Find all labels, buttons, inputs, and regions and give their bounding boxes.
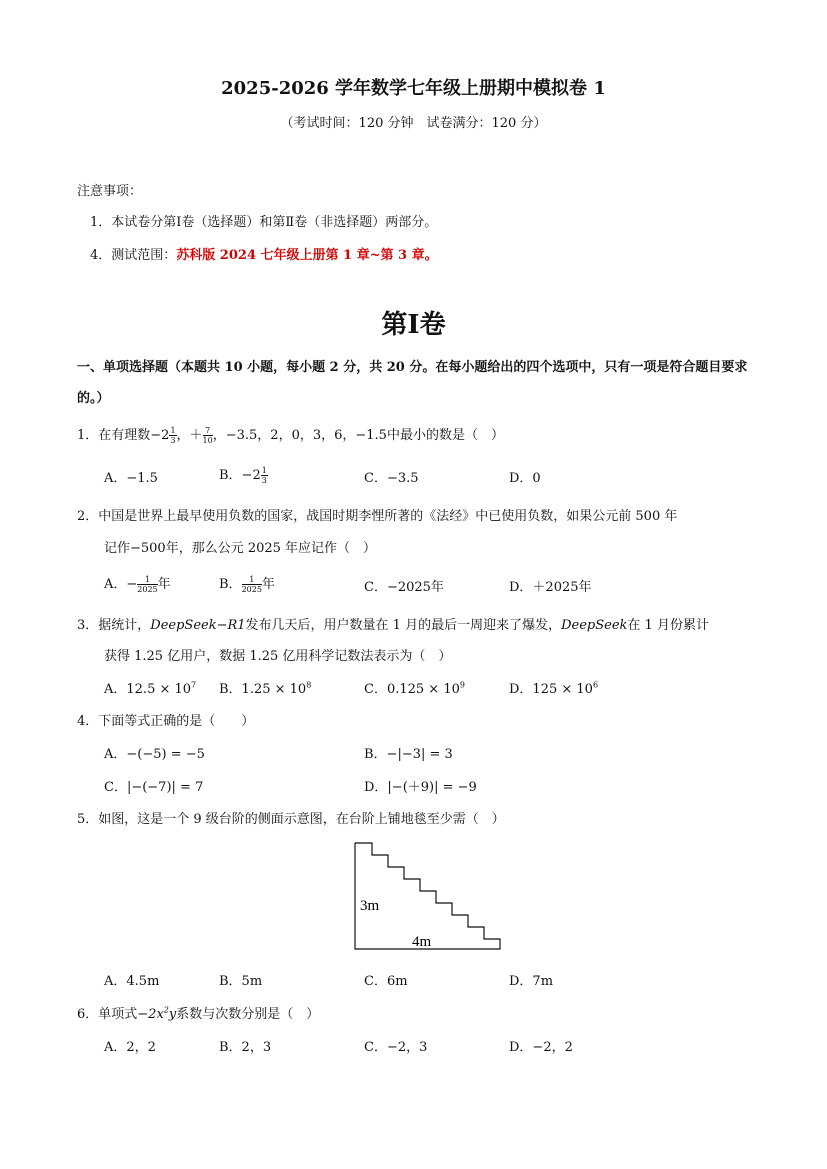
question-4: 4．下面等式正确的是（ ） <box>77 714 255 729</box>
q5-option-a: A．4.5m <box>104 974 160 989</box>
staircase-figure <box>350 840 510 955</box>
q1-option-a: A．−1.5 <box>104 471 158 486</box>
q2-option-c: C．−2025年 <box>364 580 444 595</box>
q2-option-b: B． $\frac{1}{2025}$ 年 <box>219 575 275 594</box>
q1-option-c: C．−3.5 <box>364 471 419 486</box>
q6-option-d: D．−2，2 <box>509 1040 573 1055</box>
q1-option-b: B．−2 $\frac{1}{3}$ <box>219 466 267 485</box>
deepseek-r1: DeepSeek−R1 <box>150 618 246 633</box>
question-2-line-2: 记作−500年，那么公元 2025 年应记作（ ） <box>104 541 377 556</box>
q3-option-c: C．$0.125 \times 10^9$ <box>364 680 465 697</box>
note-item-2 <box>90 244 438 263</box>
q4-option-a: A．−(−5) = −5 <box>104 747 205 762</box>
q2-option-d: D．＋2025年 <box>509 580 592 595</box>
question-6: 6．单项式$-2x^2y$系数与次数分别是（ ） <box>77 1005 320 1022</box>
q6-option-c: C．−2，3 <box>364 1040 428 1055</box>
question-5: 5．如图，这是一个 9 级台阶的侧面示意图，在台阶上铺地毯至少需（ ） <box>77 812 505 827</box>
q1-fraction-2: $\frac{7}{10}$ <box>202 426 213 445</box>
question-3-line-2: 获得 1.25 亿用户，数据 1.25 亿用科学记数法表示为（ ） <box>104 649 452 664</box>
q5-option-d: D．7m <box>509 974 554 989</box>
q5-option-c: C．6m <box>364 974 408 989</box>
q6-option-a: A．2，2 <box>104 1040 156 1055</box>
q4-option-b: B．−|−3| = 3 <box>364 747 453 762</box>
question-1 <box>77 424 504 445</box>
question-3-line-1: 3．据统计，DeepSeek−R1发布几天后，用户数量在 1 月的最后一周迎来了爆发，DeepSeek在 1 月份累计 <box>77 618 709 633</box>
q3-option-d: D．$125 \times 10^6$ <box>509 680 599 697</box>
q1-text-pre: 1．在有理数−2 <box>77 428 170 443</box>
q5-option-b: B．5m <box>219 974 263 989</box>
q6-option-b: B．2，3 <box>219 1040 272 1055</box>
width-label: 4m <box>412 934 432 950</box>
exam-title: 2025-2026 学年数学七年级上册期中模拟卷 1 <box>221 78 606 99</box>
notes-heading: 注意事项： <box>77 184 143 199</box>
q1-fraction-1: $\frac{1}{3}$ <box>170 426 176 445</box>
q1-option-d: D．0 <box>509 471 541 486</box>
part-title: 第Ⅰ卷 <box>381 310 446 340</box>
exam-subtitle: （考试时间：120 分钟 试卷满分：120 分） <box>280 116 547 131</box>
monomial: $-2x^2y$ <box>137 1005 177 1022</box>
height-label: 3m <box>360 898 380 914</box>
q1-text-mid: ，＋ <box>176 428 203 443</box>
section-heading: 一、单项选择题（本题共 10 小题，每小题 2 分，共 20 分。在每小题给出的四个选项中，只有一项是符合题目要求的。） <box>77 360 748 406</box>
q4-option-d: D．|−(＋9)| = −9 <box>364 780 477 795</box>
question-2-line-1: 2．中国是世界上最早使用负数的国家，战国时期李悝所著的《法经》中已使用负数，如果公元前 500 年 <box>77 509 678 524</box>
q4-option-c: C．|−(−7)| = 7 <box>104 780 204 795</box>
test-scope: 苏科版 2024 七年级上册第 1 章~第 3 章。 <box>176 248 438 263</box>
q1-text-post: ，−3.5，2，0，3，6，−1.5中最小的数是（ ） <box>212 428 504 443</box>
q2-option-a: A．− $\frac{1}{2025}$ 年 <box>104 575 171 594</box>
note-item-1: 1．本试卷分第Ⅰ卷（选择题）和第Ⅱ卷（非选择题）两部分。 <box>90 215 438 230</box>
q3-option-b: B．$1.25 \times 10^8$ <box>219 680 312 697</box>
deepseek: DeepSeek <box>561 618 628 633</box>
note-item-2-prefix: 4．测试范围： <box>90 248 177 263</box>
q3-option-a: A．$12.5 \times 10^7$ <box>104 680 197 697</box>
